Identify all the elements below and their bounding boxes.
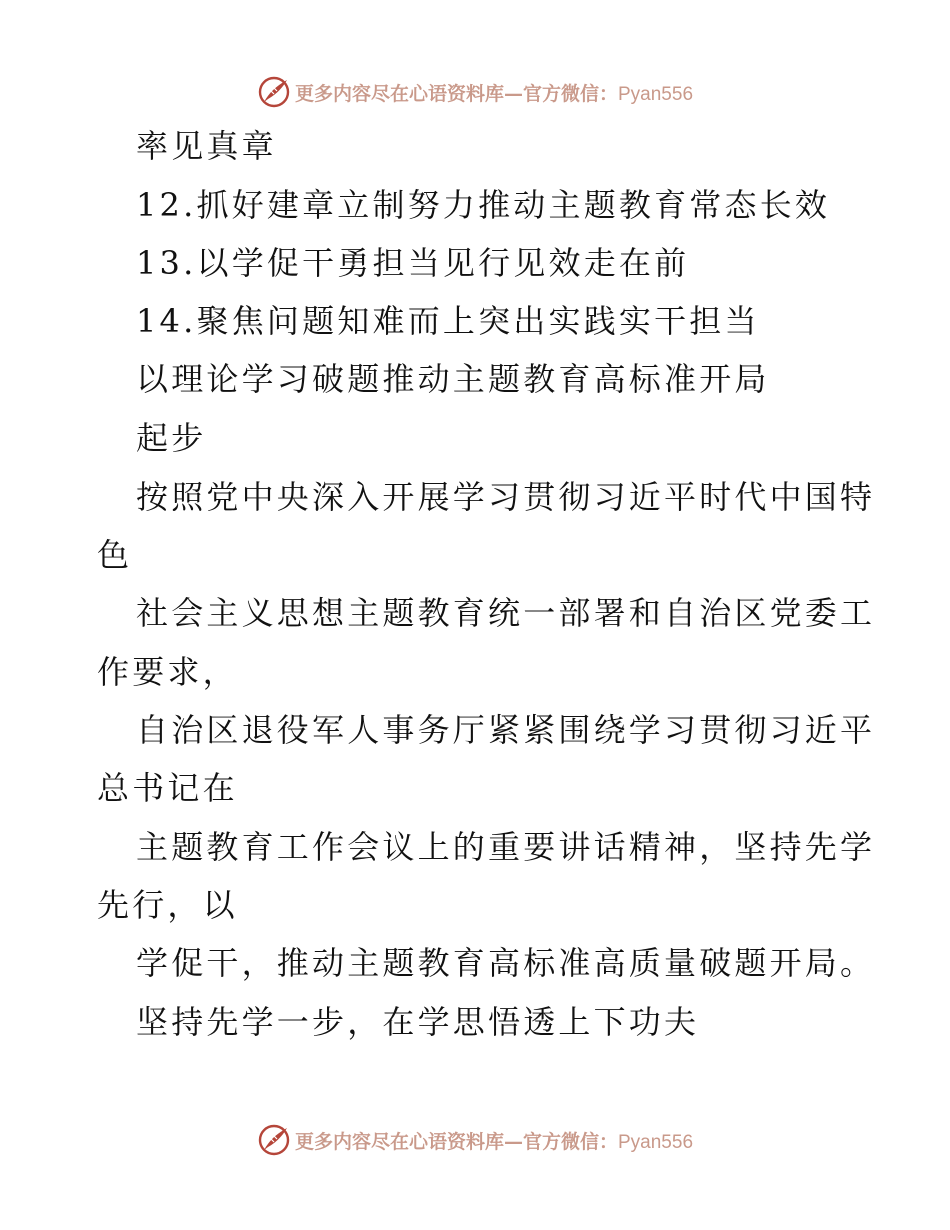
text-line: 社会主义思想主题教育统一部署和自治区党委工 xyxy=(136,594,876,632)
text-line: 总书记在 xyxy=(97,769,238,807)
header-banner-label: 更多内容尽在心语资料库—官方微信： xyxy=(294,82,618,105)
footer-banner xyxy=(0,1120,950,1160)
text-line: 14.聚焦问题知难而上突出实践实干担当 xyxy=(136,302,760,340)
header-banner xyxy=(0,72,950,112)
text-line: 作要求， xyxy=(97,653,238,691)
header-banner-text xyxy=(295,79,693,106)
text-line: 先行，以 xyxy=(97,886,238,924)
text-line: 色 xyxy=(97,536,133,574)
text-line: 12.抓好建章立制努力推动主题教育常态长效 xyxy=(136,186,831,224)
text-line: 13.以学促干勇担当见行见效走在前 xyxy=(136,244,690,282)
text-line: 以理论学习破题推动主题教育高标准开局 xyxy=(136,360,770,398)
text-line: 主题教育工作会议上的重要讲话精神，坚持先学 xyxy=(136,828,876,866)
text-line: 率见真章 xyxy=(136,127,277,165)
footer-banner-label: 更多内容尽在心语资料库—官方微信： xyxy=(294,1130,618,1153)
text-line: 学促干，推动主题教育高标准高质量破题开局。 xyxy=(136,944,876,982)
footer-banner-text xyxy=(295,1127,693,1154)
quill-logo-icon xyxy=(257,1123,291,1157)
quill-logo-icon xyxy=(257,75,291,109)
text-line: 坚持先学一步，在学思悟透上下功夫 xyxy=(136,1003,700,1041)
header-wechat-id: Pyan556 xyxy=(618,83,694,105)
text-line: 起步 xyxy=(136,419,207,457)
footer-wechat-id: Pyan556 xyxy=(618,1131,694,1153)
text-line: 自治区退役军人事务厅紧紧围绕学习贯彻习近平 xyxy=(136,711,876,749)
text-line: 按照党中央深入开展学习贯彻习近平时代中国特 xyxy=(136,478,876,516)
